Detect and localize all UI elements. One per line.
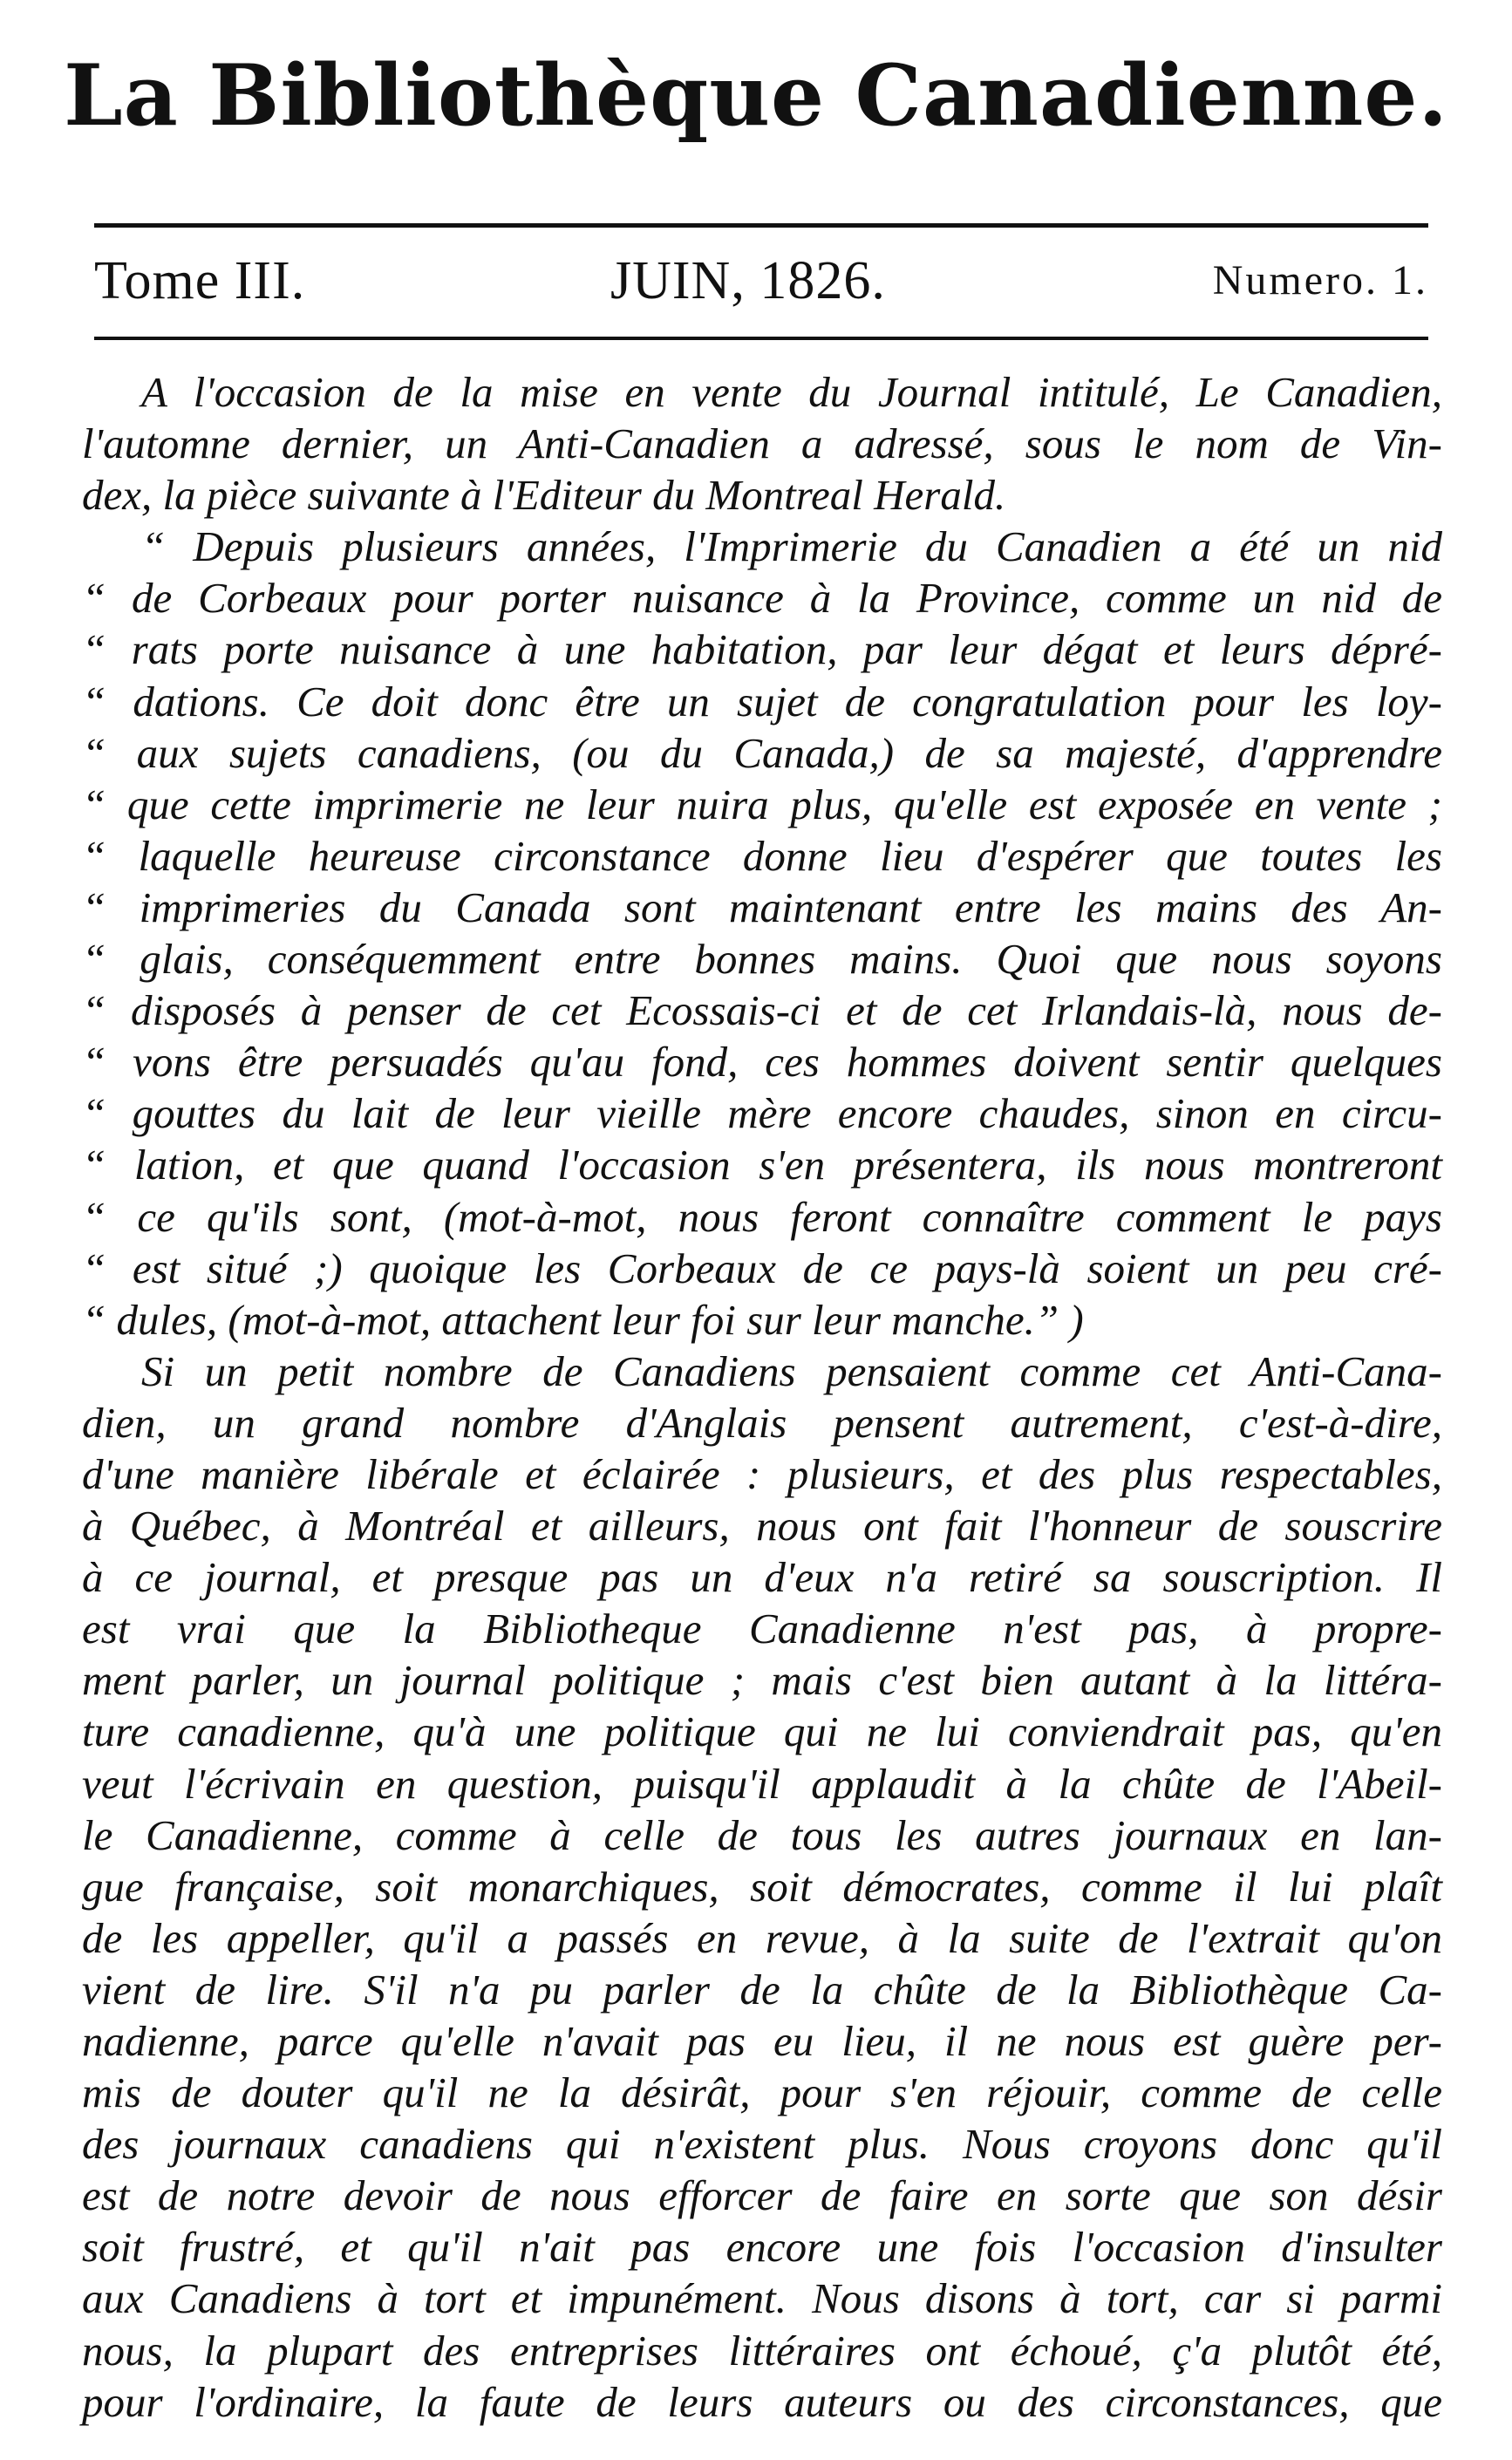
text-line: “ imprimeries du Canada sont maintenant entre les mains des An-: [82, 882, 1442, 931]
text-line: “ est situé ;) quoique les Corbeaux de ce pays-là soient un peu cré-: [82, 1244, 1442, 1292]
text-line: “ vons être persuadés qu'au fond, ces hommes doivent sentir quelques: [82, 1038, 1442, 1087]
text-line: ture canadienne, qu'à une politique qui ne lui conviendrait pas, qu'en: [82, 1707, 1442, 1756]
text-line: “ Depuis plusieurs années, l'Imprimerie du Canadien a été un nid: [141, 522, 1442, 571]
text-line: “ dules, (mot-à-mot, attachent leur foi sur leur manche.” ): [82, 1295, 1084, 1344]
text-line: “ glais, conséquemment entre bonnes mains. Quoi que nous soyons: [82, 935, 1442, 984]
text-line: est de notre devoir de nous efforcer de faire en sorte que son désir: [82, 2171, 1442, 2220]
text-line: “ aux sujets canadiens, (ou du Canada,) de sa majesté, d'apprendre: [82, 728, 1442, 777]
text-line: A l'occasion de la mise en vente du Journal intitulé, Le Canadien,: [141, 368, 1442, 416]
header-rule-top: [94, 223, 1428, 228]
text-line: “ dations. Ce doit donc être un sujet de congratulation pour les loy-: [82, 677, 1442, 726]
text-line: nadienne, parce qu'elle n'avait pas eu lieu, il ne nous est guère per-: [82, 2017, 1442, 2065]
text-line: vient de lire. S'il n'a pu parler de la chûte de la Bibliothèque Ca-: [82, 1965, 1442, 2014]
text-line: “ disposés à penser de cet Ecossais-ci et de cet Irlandais-là, nous de-: [82, 986, 1442, 1035]
text-line: est vrai que la Bibliotheque Canadienne n'est pas, à propre-: [82, 1605, 1442, 1653]
text-line: dex, la pièce suivante à l'Editeur du Montreal Herald.: [82, 471, 1006, 520]
text-line: “ ce qu'ils sont, (mot-à-mot, nous feront connaître comment le pays: [82, 1192, 1442, 1241]
text-line: le Canadienne, comme à celle de tous les autres journaux en lan-: [82, 1810, 1442, 1859]
text-line: “ lation, et que quand l'occasion s'en présentera, ils nous montreront: [82, 1141, 1442, 1189]
text-line: à Québec, à Montréal et ailleurs, nous ont fait l'honneur de souscrire: [82, 1502, 1442, 1550]
text-line: mis de douter qu'il ne la désirât, pour s'en réjouir, comme de celle: [82, 2068, 1442, 2117]
article-body: [82, 366, 1442, 2428]
text-line: veut l'écrivain en question, puisqu'il applaudit à la chûte de l'Abeil-: [82, 1759, 1442, 1808]
text-line: à ce journal, et presque pas un d'eux n'a retiré sa souscription. Il: [82, 1553, 1442, 1602]
issue-number: Numero. 1.: [1212, 257, 1428, 303]
text-line: aux Canadiens à tort et impunément. Nous disons à tort, car si parmi: [82, 2274, 1442, 2323]
text-line: nous, la plupart des entreprises littéraires ont échoué, ç'a plutôt été,: [82, 2326, 1442, 2375]
text-line: l'automne dernier, un Anti-Canadien a adressé, sous le nom de Vin-: [82, 419, 1442, 468]
text-line: gue française, soit monarchiques, soit démocrates, comme il lui plaît: [82, 1862, 1442, 1911]
text-line: “ laquelle heureuse circonstance donne lieu d'espérer que toutes les: [82, 831, 1442, 880]
text-line: soit frustré, et qu'il n'ait pas encore une fois l'occasion d'insulter: [82, 2223, 1442, 2272]
text-line: ment parler, un journal politique ; mais c'est bien autant à la littéra-: [82, 1656, 1442, 1705]
text-line: pour l'ordinaire, la faute de leurs auteurs ou des circonstances, que: [82, 2377, 1442, 2426]
text-line: des journaux canadiens qui n'existent plus. Nous croyons donc qu'il: [82, 2120, 1442, 2169]
tome-label: Tome III.: [94, 251, 306, 310]
text-line: de les appeller, qu'il a passés en revue, à la suite de l'extrait qu'on: [82, 1913, 1442, 1962]
text-line: dien, un grand nombre d'Anglais pensent autrement, c'est-à-dire,: [82, 1398, 1442, 1447]
text-line: “ gouttes du lait de leur vieille mère encore chaudes, sinon en circu-: [82, 1089, 1442, 1138]
text-line: “ que cette imprimerie ne leur nuira plus, qu'elle est exposée en vente ;: [82, 780, 1442, 828]
header-rule-bottom: [94, 337, 1428, 340]
issue-line: [94, 246, 1428, 316]
issue-date: JUIN, 1826.: [610, 251, 886, 310]
masthead-title: La Bibliothèque Canadienne.: [64, 46, 1448, 145]
text-line: “ de Corbeaux pour porter nuisance à la Province, comme un nid de: [82, 574, 1442, 623]
text-line: Si un petit nombre de Canadiens pensaient comme cet Anti-Cana-: [141, 1346, 1442, 1395]
text-line: d'une manière libérale et éclairée : plusieurs, et des plus respectables,: [82, 1449, 1442, 1498]
text-line: “ rats porte nuisance à une habitation, par leur dégat et leurs dépré-: [82, 625, 1442, 674]
